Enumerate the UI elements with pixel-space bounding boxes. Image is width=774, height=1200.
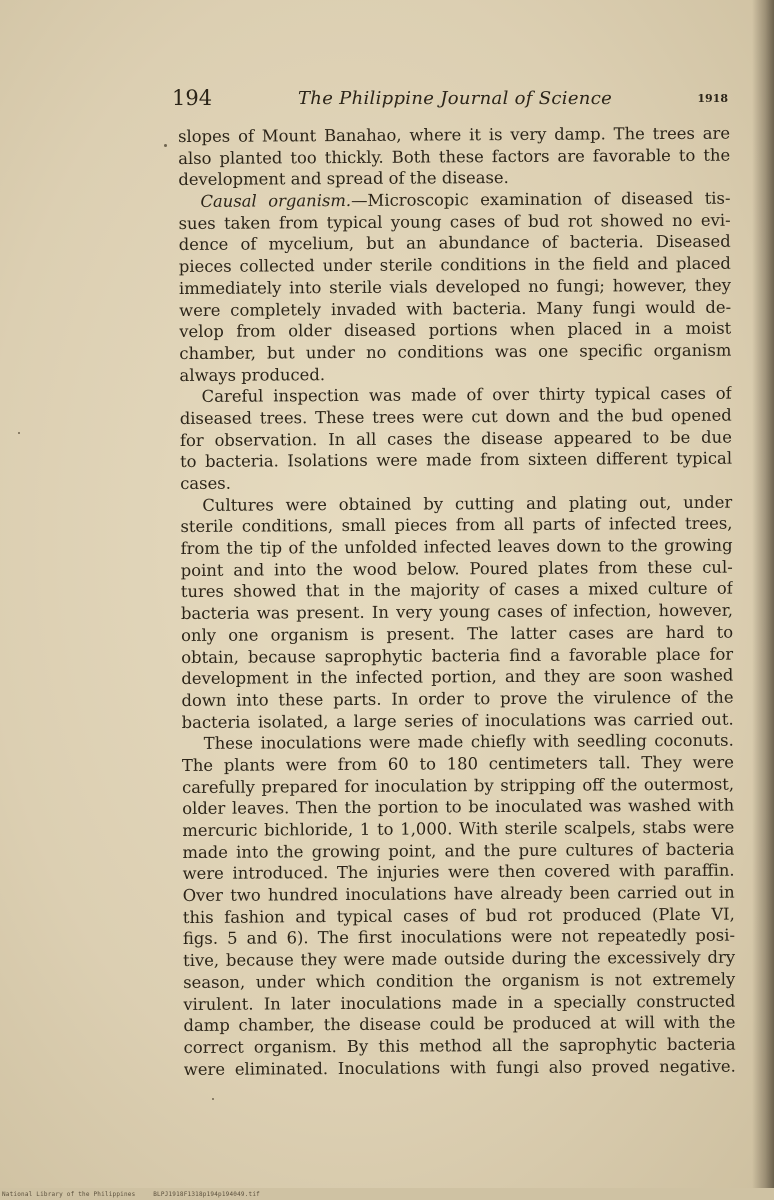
text-line: point and into the wood below. Poured plates from these cul- [180, 557, 733, 580]
text-line: velop from older diseased portions when placed in a moist [179, 318, 732, 342]
text-line: to bacteria. Isolations were made from sixteen different typical [179, 448, 733, 472]
running-header [172, 86, 728, 116]
text-line: Over two hundred inoculations have already been carried out in [182, 882, 735, 906]
library-credit: National Library of the Philippines [2, 1191, 136, 1198]
page-edge-shadow [752, 0, 774, 1200]
text-line: figs. 5 and 6). The first inoculations were not repeatedly posi- [182, 926, 736, 949]
text-line: tive, because they were made outside during the excessively dry [183, 947, 736, 971]
text-line: mercuric bichloride, 1 to 1,000. With sterile scalpels, stabs were [182, 817, 735, 840]
text-line: development in the infected portion, and they are soon washed [181, 665, 734, 689]
text-line: immediately into sterile vials developed no fungi; however, they [178, 275, 732, 298]
text-line: sterile conditions, small pieces from all parts of infected trees, [180, 513, 733, 537]
text-line: only one organism is present. The latter cases are hard to [181, 622, 734, 645]
text-line: These inoculations were made chiefly with seedling coconuts. [203, 730, 734, 754]
text-line: pieces collected under sterile conditions in the field and placed [178, 253, 731, 277]
text-line: down into these parts. In order to prove the virulence of the [181, 687, 734, 710]
text-line: obtain, because saprophytic bacteria find a favorable place for [181, 644, 734, 667]
text-line: were completely invaded with bacteria. Many fungi would de- [179, 297, 732, 320]
text-line: older leaves. Then the portion to be inoculated was washed with [182, 795, 735, 819]
text-line: dence of mycelium, but an abundance of bacteria. Diseased [178, 232, 731, 255]
text-line: development and spread of the disease. [178, 168, 509, 190]
section-paragraph-start [178, 188, 730, 213]
text-line: also planted too thickly. Both these factors are favorable to the [178, 145, 731, 168]
text-line: always produced. [179, 364, 326, 385]
text-line: diseased trees. These trees were cut down and the bud opened [179, 405, 732, 428]
page-number: 194 [172, 86, 213, 110]
text-line: this fashion and typical cases of bud rot produced (Plate VI, [182, 904, 735, 927]
text-line: slopes of Mount Banahao, where it is very damp. The trees are [178, 123, 731, 146]
text-line: cases. [180, 473, 231, 493]
text-line: Cultures were obtained by cutting and plating out, under [202, 492, 733, 515]
text-line: chamber, but under no conditions was one specific organism [179, 340, 732, 363]
text-line: Careful inspection was made of over thirty typical cases of [201, 383, 732, 407]
text-line: virulent. In later inoculations made in a specially constructed [183, 991, 736, 1014]
file-id: BLPJ1918F1318p194p194049.tif [153, 1191, 260, 1198]
text-line: were introduced. The injuries were then covered with paraffin. [182, 860, 735, 884]
text-line: from the tip of the unfolded infected leaves down to the growing [180, 535, 733, 559]
scan-footer [2, 1191, 274, 1198]
year: 1918 [697, 92, 728, 105]
text-line: correct organism. By this method all the saprophytic bacteria [183, 1034, 736, 1057]
journal-title: The Philippine Journal of Science [298, 88, 613, 109]
text-line: bacteria isolated, a large series of inoculations was carried out. [181, 709, 734, 732]
text-line: season, under which condition the organism is not extremely [183, 969, 736, 992]
text-line: tures showed that in the majority of cases a mixed culture of [180, 579, 733, 602]
text-line: The plants were from 60 to 180 centimeters tall. They were [181, 752, 734, 775]
paper-speck [212, 1098, 214, 1100]
text-line: made into the growing point, and the pure cultures of bacteria [182, 839, 735, 862]
text-line: bacteria was present. In very young cases of infection, however, [180, 600, 734, 624]
section-heading: Causal organism. [200, 191, 352, 211]
text-line: carefully prepared for inoculation by stripping off the outermost, [181, 774, 735, 797]
paper-speck [164, 144, 167, 147]
paper-speck [18, 432, 20, 434]
text-line: for observation. In all cases the disease appeared to be due [179, 427, 732, 450]
text-line: sues taken from typical young cases of bud rot showed no evi- [178, 210, 731, 233]
text-line: were eliminated. Inoculations with fungi also proved negative. [183, 1056, 736, 1079]
article-body [178, 123, 736, 1081]
text-line: damp chamber, the disease could be produced at will with the [183, 1012, 736, 1036]
text-line: —Microscopic examination of diseased tis- [351, 188, 731, 211]
